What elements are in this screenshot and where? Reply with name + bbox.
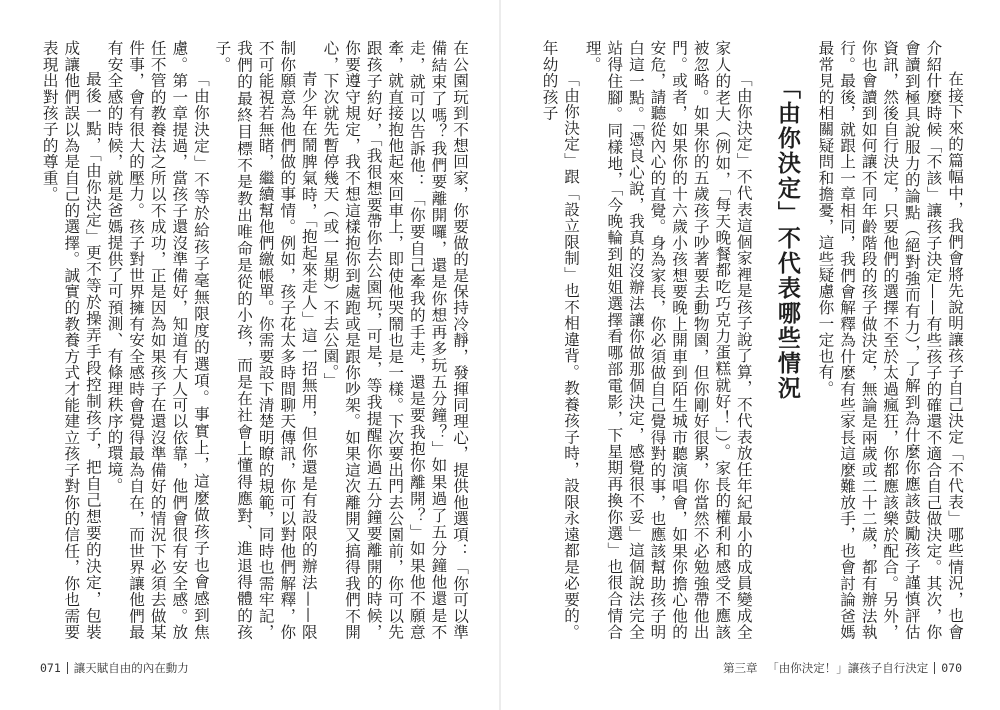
chapter-title: 「由你決定！」讓孩子自行決定 (767, 661, 929, 675)
left-page-number: 071 (40, 661, 61, 675)
page-gutter (499, 0, 501, 710)
left-running-title: 讓天賦自由的內在動力 (73, 661, 189, 675)
left-paragraph-3: 「由你決定」不等於給孩子毫無限度的選項。事實上，這麼做孩子也會感到焦慮。第一章提過，當孩子還沒準備好，知道有大人可以依靠，他們會很有安全感。放任不管的教養法之所以不成功，正是因為如果孩子在還沒準備好的情況下必須去做某件事，會有很大的壓力。孩子對世界擁有安全感時會覺得最為自在，而世界讓他們最有安全感的時候，就是爸媽提供了可預測、有條理秩序的環境。 (105, 40, 210, 640)
right-paragraph-1: 「由你決定」不代表這個家裡是孩子說了算，不代表放任年紀最小的成員變成全家人的老大（例如，「每天晚餐都吃巧克力蛋糕就好！」）。家長的權利和感受不應該被忽略。如果你的五歲孩子吵著要去動物園，但你剛好很累，你當然不必勉強帶他出門。或者，如果你的十六歲小孩想要晚上開車到陌生城市聽演唱會，如果你擔心他的安危，請聽從內心的直覺。身為家長，你必須做自己覺得對的事，也應該幫助孩子明白這一點。「憑良心說，我真的沒辦法讓你做那個決定，感覺很不妥」這個說法完全站得住腳。同樣地，「今晚輪到姐姐選擇看哪部電影，下星期再換你選」也很合情合理。 (583, 40, 753, 640)
right-footer (723, 660, 962, 676)
right-page (520, 40, 965, 640)
left-paragraph-2: 青少年在鬧脾氣時，「抱起來走人」這一招無用，但你還是有設限的辦法——限制你願意為他們做的事情。例如，孩子花太多時間聊天傳訊，你可以對他們解釋，你不可能視若無睹，繼續幫他們繳帳單。你需要設下清楚明瞭的規範，同時也需牢記，我們的最終目標不是教出唯命是從的小孩，而是在社會上懂得應對、進退得體的孩子。 (213, 40, 318, 640)
footer-divider (934, 662, 935, 674)
right-paragraph-2: 「由你決定」跟「設立限制」也不相違背。教養孩子時，設限永遠都是必要的。年幼的孩子 (540, 40, 581, 640)
section-heading: 「由你決定」不代表哪些情況 (773, 76, 800, 401)
right-page-text (520, 40, 965, 640)
left-paragraph-1: 在公園玩到不想回家，你要做的是保持冷靜，發揮同理心，提供他選項：「你可以準備結束了嗎？我們要離開囉，還是你想再多玩五分鐘？」如果過了五分鐘他還是不走，就可以告訴他：「你要自己牽我的手走，還是要我抱你離開？」如果他不願意牽，就直接抱他起來回車上，即使他哭鬧也是一樣。下次要出門去公園前，你可以先跟孩子約好，「我很想要帶你去公園玩，可是，等我提醒你過五分鐘要離開的時候，你要遵守規定，我不想這樣抱你到處跑或是跟你吵架。如果這次離開又搞得我們不開心，下次就先暫停幾天（或一星期）不去公園。」 (321, 40, 469, 640)
footer-divider (67, 662, 68, 674)
left-footer (40, 660, 189, 676)
left-page (40, 40, 470, 640)
right-page-number: 070 (941, 661, 962, 675)
left-page-text (40, 40, 470, 640)
intro-paragraph: 在接下來的篇幅中，我們會將先說明讓孩子自己決定「不代表」哪些情況，也會介紹什麼時候「不該」讓孩子決定——有些孩子的確還不適合自己做決定。其次，你會讀到極具說服力的論點（絕對強而有力），了解到為什麼你應該鼓勵孩子謹慎評估資訊，然後自行決定，只要他們的選擇不至於太過瘋狂，你都應該樂於配合。另外，你也會讀到如何讓不同年齡階段的孩子做決定，無論是兩歲或二十二歲，都有辦法執行。最後，就跟上一章相同，我們會解釋為什麼有些家長這麼難放手，也會討論爸媽最常見的相關疑問和擔憂，這些疑慮你一定也有。 (816, 40, 964, 640)
chapter-label: 第三章 (723, 661, 758, 675)
left-paragraph-4: 最後一點，「由你決定」更不等於操弄手段控制孩子，把自己想要的決定，包裝成讓他們誤以為是自己的選擇。誠實的教養方式才能建立孩子對你的信任，你也需要表現出對孩子的尊重。 (40, 40, 102, 640)
